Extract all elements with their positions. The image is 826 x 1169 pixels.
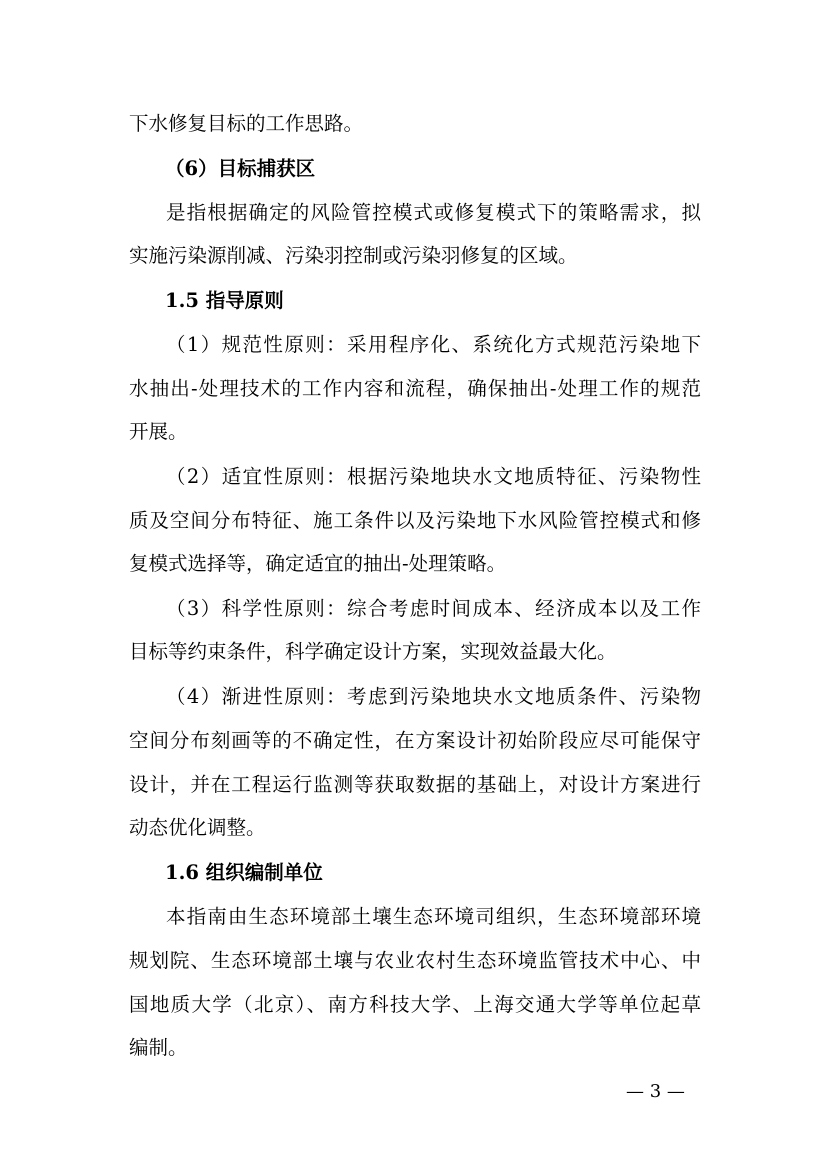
text-line: 空间分布刻画等的不确定性，在方案设计初始阶段应尽可能保守 — [129, 729, 701, 752]
text-line: （4）渐进性原则：考虑到污染地块水文地质条件、污染物 — [166, 685, 701, 708]
text-line: 质及空间分布特征、施工条件以及污染地下水风险管控模式和修 — [129, 509, 701, 532]
page-number: — 3 — — [626, 1081, 685, 1102]
text-line: 水抽出-处理技术的工作内容和流程，确保抽出-处理工作的规范 — [129, 377, 701, 400]
heading-target-capture-zone: （6）目标捕获区 — [165, 157, 316, 180]
text-line: （1）规范性原则：采用程序化、系统化方式规范污染地下 — [166, 333, 701, 356]
text-line: 编制。 — [129, 1036, 188, 1059]
text-line: 目标等约束条件，科学确定设计方案，实现效益最大化。 — [129, 640, 617, 663]
text-line: 开展。 — [129, 420, 188, 443]
text-line: 复模式选择等，确定适宜的抽出-处理策略。 — [129, 552, 507, 575]
text-line: 设计，并在工程运行监测等获取数据的基础上，对设计方案进行 — [129, 773, 701, 796]
heading-1-5-guiding-principles: 1.5 指导原则 — [165, 289, 284, 312]
text-line: 实施污染源削减、污染羽控制或污染羽修复的区域。 — [129, 244, 578, 267]
text-line: （3）科学性原则：综合考虑时间成本、经济成本以及工作 — [166, 597, 701, 620]
text-line: 本指南由生态环境部土壤生态环境司组织，生态环境部环境 — [166, 905, 701, 928]
paragraph-continuation: 下水修复目标的工作思路。 — [129, 112, 364, 135]
text-line: （2）适宜性原则：根据污染地块水文地质特征、污染物性 — [166, 465, 701, 488]
text-line: 规划院、生态环境部土壤与农业农村生态环境监管技术中心、中 — [129, 949, 701, 972]
text-line: 动态优化调整。 — [129, 816, 266, 839]
heading-1-6-organizing-units: 1.6 组织编制单位 — [165, 861, 323, 884]
text-line: 国地质大学（北京）、南方科技大学、上海交通大学等单位起草 — [129, 993, 701, 1016]
text-line: 是指根据确定的风险管控模式或修复模式下的策略需求，拟 — [166, 201, 701, 224]
